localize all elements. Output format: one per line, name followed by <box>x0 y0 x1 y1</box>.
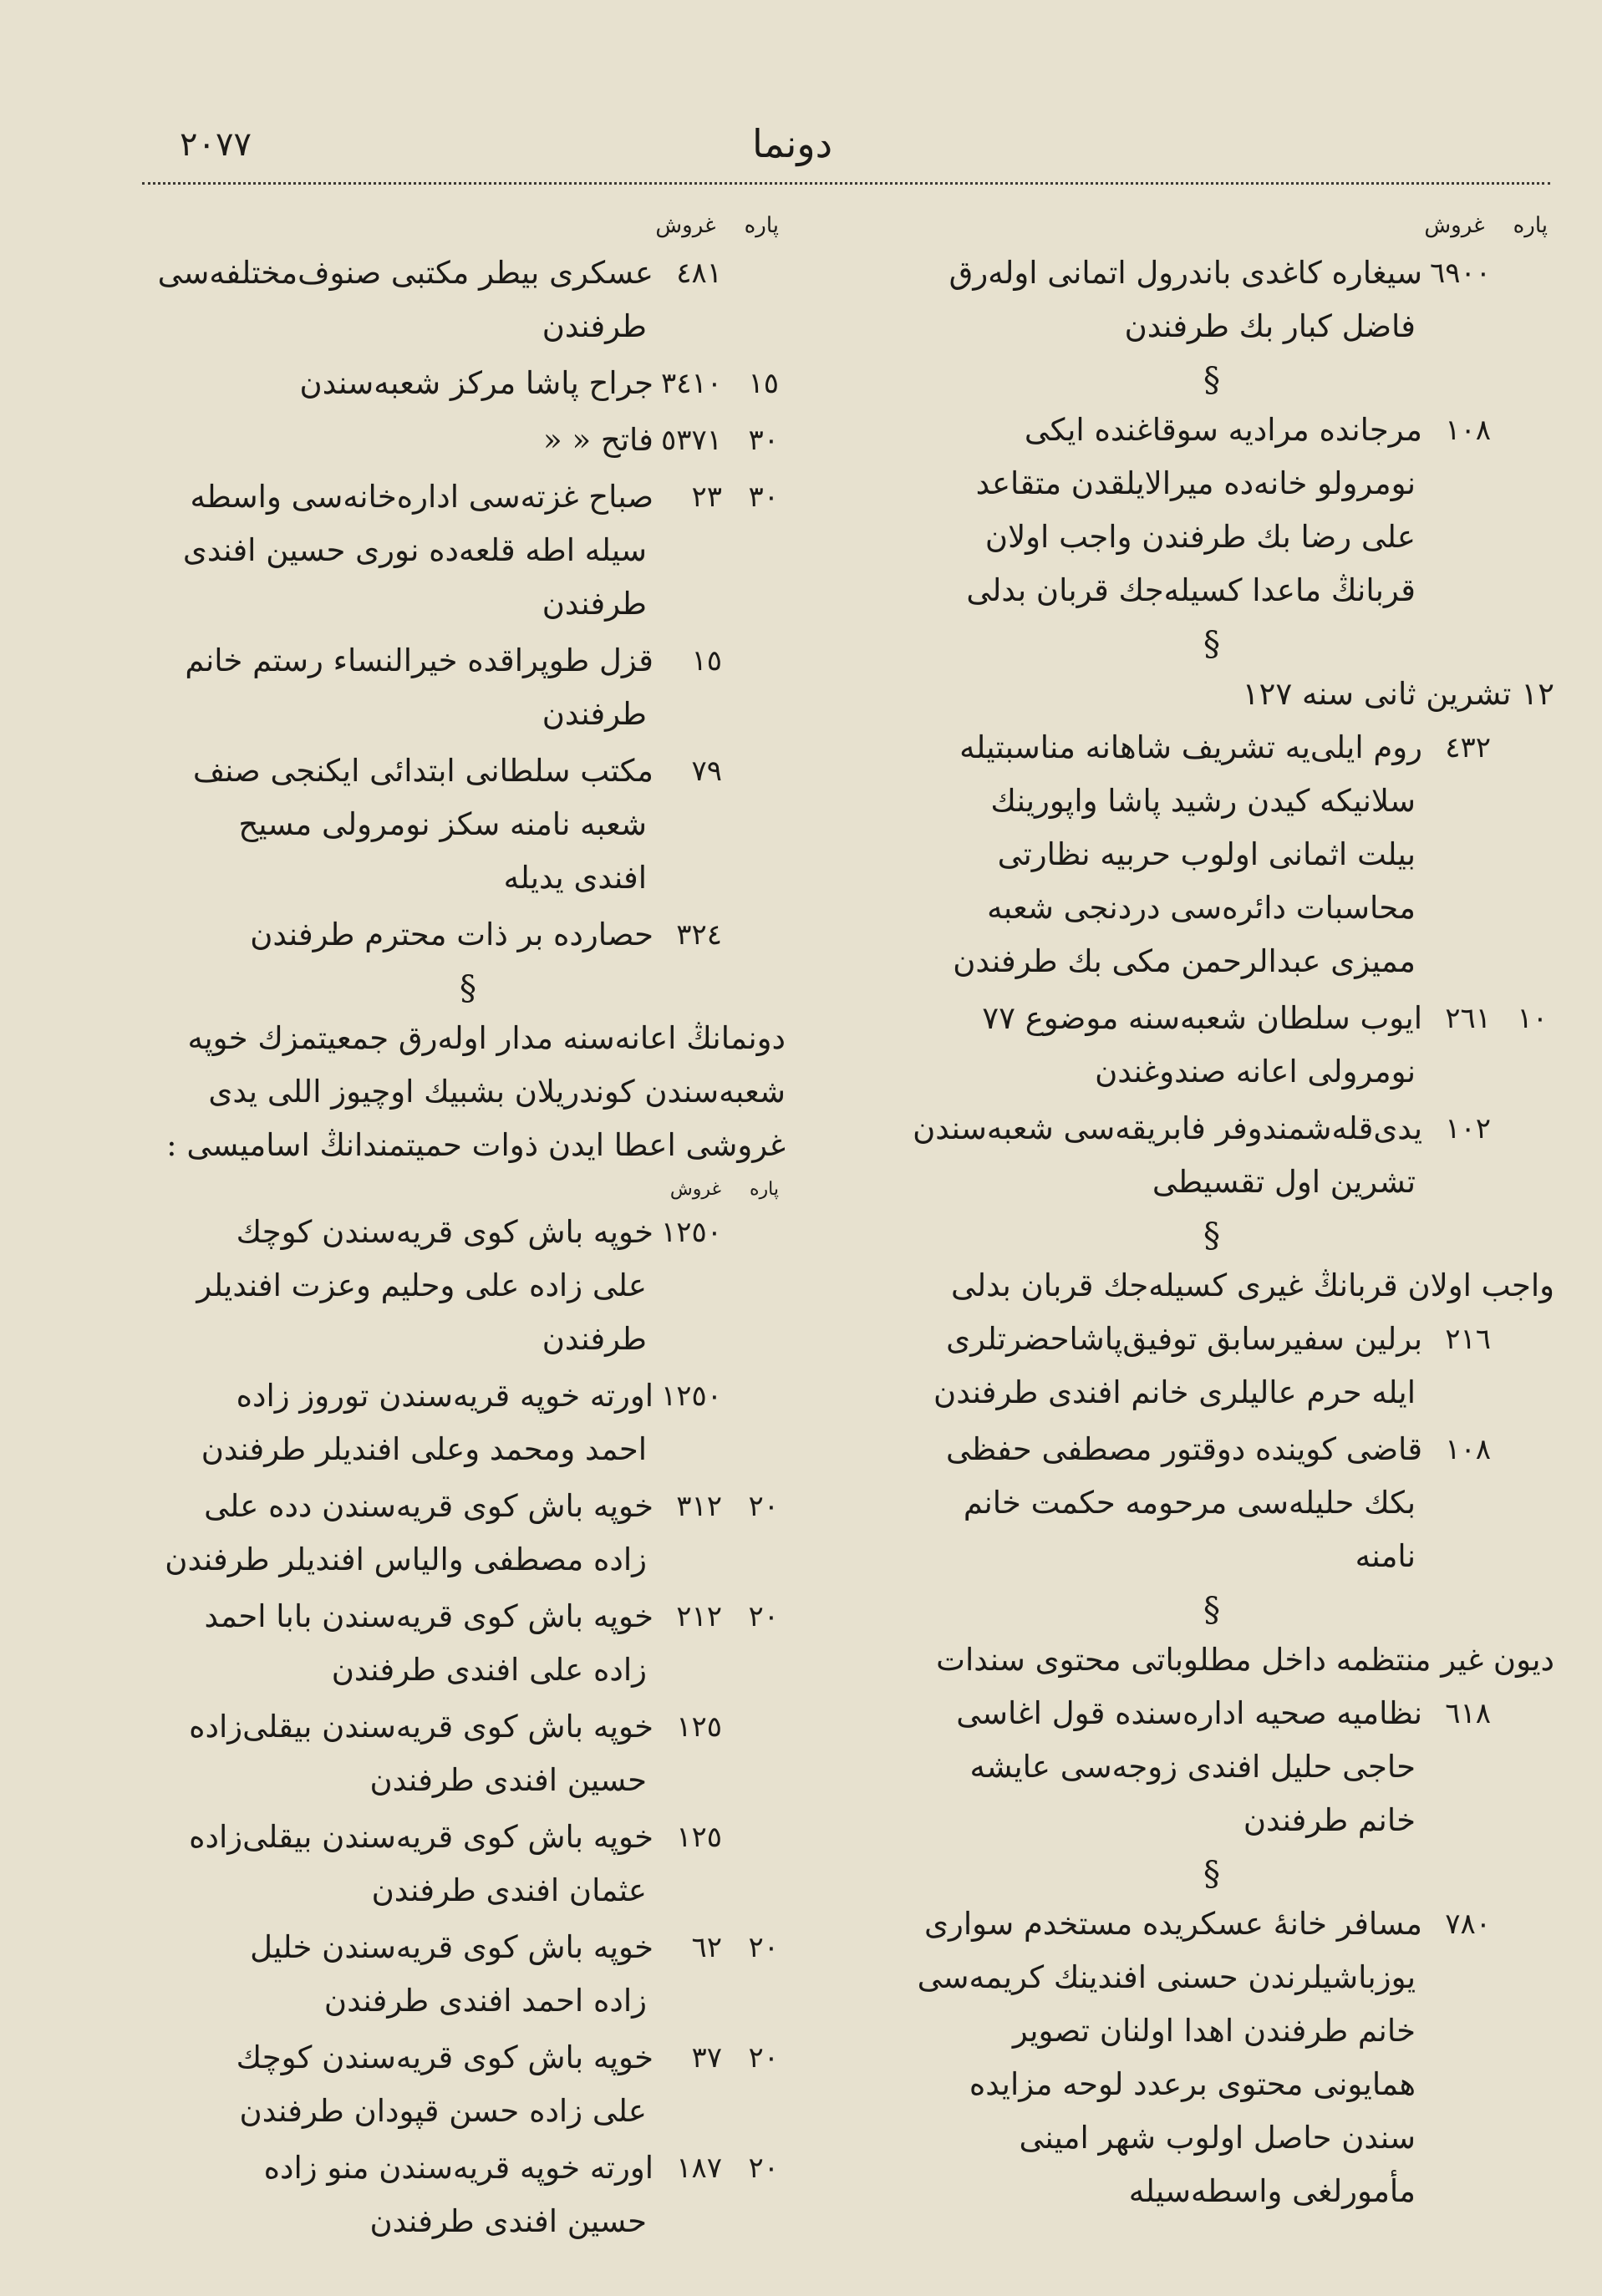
amount-kurus: ٣٧ <box>691 2041 722 2075</box>
entry-line: عثمان افندی طرفندن <box>371 1872 647 1908</box>
ledger-entry <box>150 1700 786 1807</box>
entry-line: مأمورلغی واسطه‌سیله <box>1128 2173 1416 2209</box>
entry-line: خوپه باش کوی قریه‌سندن بیقلی‌زاده <box>189 1819 654 1855</box>
amount-cell <box>1422 1423 1554 1583</box>
entry-text <box>150 414 654 467</box>
paragraph-line: غروشی اعطا ایدن ذوات حمیتمندانڭ اسامیسی : <box>166 1127 786 1163</box>
amount-para <box>742 1700 779 1807</box>
section-mark: § <box>1203 361 1220 399</box>
amount-kurus: ١٢٥ <box>676 1821 722 1854</box>
entry-line: مکتب سلطانی ابتدائی ایکنجی صنف <box>192 753 654 789</box>
amount-para: ٢٠ <box>748 2041 779 2075</box>
ledger-entry <box>150 246 786 353</box>
entry-line: طرفندن <box>542 586 647 622</box>
amount-cell <box>654 744 786 905</box>
section-heading: دیون غیر منتظمه داخل مطلوباتی محتوی سندات <box>936 1642 1554 1678</box>
amount-kurus: ٣١٢ <box>676 1490 722 1523</box>
entry-line: عسکری بیطر مکتبی صنوف‌مختلفه‌سی <box>157 255 654 291</box>
amount-cell <box>654 634 786 741</box>
amount-cell <box>1422 246 1554 353</box>
page-number: ٢٠٧٧ <box>180 125 252 164</box>
amount-cell <box>654 1921 786 2028</box>
entry-line: ممیزی عبدالرحمن مکی بك طرفندن <box>953 943 1416 979</box>
entry-line: حسین افندی طرفندن <box>369 2203 647 2239</box>
entry-line: شعبه نامنه سکز نومرولی مسیح <box>238 806 647 842</box>
entry-line: صباح غزته‌سی اداره‌خانه‌سی واسطه‌ <box>190 479 654 515</box>
entry-line: اورته خوپه قریه‌سندن منو زاده <box>263 2150 654 2186</box>
ledger-entry <box>150 1480 786 1587</box>
amount-para <box>1511 1687 1548 1847</box>
amount-cell <box>654 2141 786 2248</box>
amount-kurus: ١٢٥٠ <box>660 1216 722 1249</box>
header-para: پاره <box>744 213 779 238</box>
entry-line: خوپه باش کوی قریه‌سندن خلیل <box>250 1929 654 1965</box>
amount-cell <box>1422 721 1554 988</box>
amount-cell <box>654 1811 786 1918</box>
amount-para <box>742 908 779 962</box>
ledger-entry <box>150 1921 786 2028</box>
entry-line: محاسبات دائره‌سی دردنجی شعبه <box>987 890 1416 926</box>
amount-para <box>742 1369 779 1476</box>
amount-para: ١٠ <box>1517 1002 1548 1035</box>
amount-kurus: ٥٣٧١ <box>660 424 722 457</box>
amount-para <box>1511 1313 1548 1420</box>
entry-text <box>869 1897 1422 2218</box>
amount-kurus: ٤٣٢ <box>1445 731 1491 764</box>
ledger-entry <box>150 1369 786 1476</box>
section-mark: § <box>1203 625 1220 663</box>
entry-text <box>869 1102 1422 1209</box>
entry-line: همایونی محتوی برعدد لوحه مزایده‌ <box>969 2066 1416 2102</box>
entry-line: زاده مصطفی والیاس افندیلر طرفندن <box>165 1542 647 1577</box>
amount-para <box>1511 404 1548 617</box>
entry-line: قاضی کوینده دوقتور مصطفی حفظی <box>945 1431 1422 1467</box>
entry-line: نومرولو خانه‌ده میرالایلقدن متقاعد <box>975 465 1416 501</box>
entry-line: قزل طوپراقده خیرالنساء رستم خانم <box>185 643 654 678</box>
entry-line: حاجی حلیل افندی زوجه‌سی عایشه <box>969 1749 1416 1785</box>
amount-kurus: ٢١٢ <box>676 1600 722 1633</box>
amount-cell <box>654 1480 786 1587</box>
entry-line: سندن حاصل اولوب شهر امینی <box>1019 2120 1416 2156</box>
entry-text <box>869 404 1422 617</box>
entry-line: نامنه <box>1355 1538 1416 1574</box>
entry-text <box>150 1921 654 2028</box>
entry-line: اورته خوپه قریه‌سندن توروز زاده <box>236 1378 654 1414</box>
amount-kurus: ١٥ <box>691 644 722 678</box>
entry-line: سیغاره کاغدی باندرول اتمانی اوله‌رق <box>948 255 1422 291</box>
amount-kurus: ٢٣ <box>691 480 722 514</box>
amount-para: ٢٠ <box>748 1931 779 1964</box>
entry-line: احمد ومحمد وعلی افندیلر طرفندن <box>201 1431 647 1467</box>
entry-text <box>150 1811 654 1918</box>
amount-cell <box>654 246 786 353</box>
amount-para <box>1511 721 1548 988</box>
right-column <box>869 205 1554 2222</box>
amount-kurus: ٢٦١ <box>1445 1002 1491 1035</box>
amount-cell <box>654 2031 786 2138</box>
entry-text <box>150 357 654 410</box>
amount-kurus: ٧٨٠ <box>1445 1907 1491 1941</box>
entry-line: علی زاده حسن قپودان طرفندن <box>239 2093 647 2129</box>
left-entries <box>150 246 786 2248</box>
amount-para: ٣٠ <box>748 480 779 514</box>
entry-line: خوپه باش کوی قریه‌سندن کوچك <box>236 2039 654 2075</box>
entry-text <box>150 470 654 631</box>
ledger-entry <box>150 744 786 905</box>
amount-kurus: ٣٢٤ <box>676 918 722 952</box>
entry-line: حسین افندی طرفندن <box>369 1762 647 1798</box>
ledger-entry <box>869 721 1554 988</box>
entry-text <box>150 1206 654 1366</box>
entry-line: زاده علی افندی طرفندن <box>331 1652 647 1688</box>
entry-text <box>150 2031 654 2138</box>
amount-cell <box>1422 1102 1554 1209</box>
amount-cell <box>654 414 786 467</box>
ledger-entry <box>150 470 786 631</box>
amount-para <box>742 1811 779 1918</box>
amount-para <box>742 744 779 905</box>
header-kurus: غروش <box>655 213 716 238</box>
amount-cell <box>654 357 786 410</box>
entry-line: افندی یدیله <box>503 860 647 896</box>
amount-para <box>742 246 779 353</box>
header-para: پاره <box>750 1178 779 1200</box>
ledger-entry <box>150 634 786 741</box>
entry-line: فاضل کبار بك طرفندن <box>1124 308 1416 344</box>
amount-kurus: ٦٢ <box>691 1931 722 1964</box>
ledger-entry <box>150 2031 786 2138</box>
entry-text <box>869 1313 1422 1420</box>
amount-kurus: ١٢٥٠ <box>660 1379 722 1413</box>
entry-line: قربانڭ ماعدا کسیله‌جك قربان بدلی <box>966 572 1416 608</box>
entry-text <box>150 246 654 353</box>
amount-para: ٢٠ <box>748 1600 779 1633</box>
entry-line: ایوب سلطان شعبه‌سنه موضوع ٧٧ <box>982 1000 1422 1036</box>
amount-kurus: ٦٩٠٠ <box>1429 257 1491 290</box>
amount-kurus: ٢١٦ <box>1445 1323 1491 1356</box>
ledger-entry <box>150 414 786 467</box>
entry-line: خوپه باش کوی قریه‌سندن بابا احمد <box>204 1598 654 1634</box>
entry-text <box>150 1480 654 1587</box>
ledger-entry <box>150 357 786 410</box>
entry-line: سلانیکه کیدن رشید پاشا واپورینك <box>990 783 1416 819</box>
column-header <box>869 205 1554 246</box>
amount-kurus: ١٠٨ <box>1445 1433 1491 1466</box>
header-kurus: غروش <box>1424 213 1485 238</box>
amount-kurus: ٧٩ <box>691 754 722 788</box>
amount-cell <box>1422 1897 1554 2218</box>
section-heading: واجب اولان قربانڭ غیری کسیله‌جك قربان بدلی <box>951 1267 1554 1303</box>
paragraph-line: شعبه‌سندن کوندریلان بشبیك اوچیوز اللی یدی <box>208 1074 786 1110</box>
amount-para <box>742 1206 779 1366</box>
entry-line: خانم طرفندن اهدا اولنان تصویر <box>1012 2013 1416 2049</box>
ledger-entry <box>869 1102 1554 1209</box>
amount-cell <box>654 908 786 962</box>
amount-cell <box>654 1590 786 1697</box>
entry-line: بیلت اثمانی اولوب حربیه نظارتی <box>997 836 1416 872</box>
ledger-entry <box>150 2141 786 2248</box>
entry-text <box>150 2141 654 2248</box>
entry-line: سیله اطه قلعه‌ده نوری حسین افندی <box>182 532 647 568</box>
amount-para <box>1511 1423 1548 1583</box>
ledger-entry <box>869 992 1554 1099</box>
entry-line: روم ایلی‌یه تشریف شاهانه مناسبتیله <box>959 729 1422 765</box>
ledger-entry <box>869 404 1554 617</box>
amount-para: ٢٠ <box>748 1490 779 1523</box>
column-header <box>150 205 786 246</box>
amount-cell <box>654 1206 786 1366</box>
entry-text <box>869 992 1422 1099</box>
header-kurus: غروش <box>669 1178 722 1200</box>
entry-line: یدی‌قله‌شمندوفر فابریقه‌سی شعبه‌سندن <box>913 1110 1422 1146</box>
entry-line: مسافر خانهٔ عسکریده مستخدم سواری <box>924 1906 1422 1942</box>
entry-line: ایله حرم عالیلری خانم افندی طرفندن <box>933 1374 1416 1410</box>
entry-line: فاتح « « <box>543 422 654 458</box>
right-entries <box>869 246 1554 2218</box>
amount-cell <box>1422 1313 1554 1420</box>
entry-line: خانم طرفندن <box>1243 1802 1416 1838</box>
ledger-entry <box>150 1206 786 1366</box>
amount-para: ١٥ <box>748 367 779 400</box>
ledger-entry <box>150 1811 786 1918</box>
amount-cell <box>654 1700 786 1807</box>
amount-cell <box>1422 404 1554 617</box>
amount-kurus: ٦١٨ <box>1445 1697 1491 1730</box>
entry-line: حصارده بر ذات محترم طرفندن <box>250 917 654 952</box>
entry-line: مرجانده مرادیه سوقاغنده ایکی <box>1024 412 1422 448</box>
intro-paragraph <box>150 1012 786 1172</box>
entry-line: بکك حلیله‌سی مرحومه حکمت خانم <box>963 1485 1416 1521</box>
section-mark: § <box>460 969 476 1008</box>
entry-line: جراح پاشا مرکز شعبه‌سندن <box>299 365 654 401</box>
ledger-entry <box>869 1897 1554 2218</box>
ledger-entry <box>869 246 1554 353</box>
entry-line: نظامیه صحیه اداره‌سنده قول اغاسی <box>956 1695 1422 1731</box>
ledger-entry <box>150 1590 786 1697</box>
amount-kurus: ١٠٨ <box>1445 414 1491 447</box>
header-rule <box>142 182 1550 185</box>
amount-para: ٢٠ <box>748 2151 779 2185</box>
amount-para <box>1511 1102 1548 1209</box>
entry-text <box>150 908 654 962</box>
entry-text <box>869 1687 1422 1847</box>
entry-line: زاده احمد افندی طرفندن <box>323 1983 647 2019</box>
ledger-entry <box>150 908 786 962</box>
header-para: پاره <box>1513 213 1548 238</box>
entry-line: طرفندن <box>542 1321 647 1357</box>
amount-para <box>1511 1897 1548 2218</box>
entry-line: خوپه باش کوی قریه‌سندن دده علی <box>204 1488 654 1524</box>
section-mark: § <box>1203 1855 1220 1893</box>
entry-text <box>150 634 654 741</box>
ledger-entry <box>869 1687 1554 1847</box>
amount-cell <box>654 1369 786 1476</box>
amount-cell <box>1422 1687 1554 1847</box>
entry-line: طرفندن <box>542 696 647 732</box>
entry-text <box>150 1590 654 1697</box>
entry-text <box>869 246 1422 353</box>
ledger-entry <box>869 1423 1554 1583</box>
amount-cell <box>654 470 786 631</box>
amount-para <box>742 634 779 741</box>
section-mark: § <box>1203 1217 1220 1255</box>
amount-para <box>1511 246 1548 353</box>
left-column <box>150 205 786 2252</box>
entry-text <box>869 721 1422 988</box>
column-subheader <box>150 1172 786 1206</box>
amount-cell <box>1422 992 1554 1099</box>
entry-line: خوپه باش کوی قریه‌سندن بیقلی‌زاده <box>189 1709 654 1745</box>
amount-kurus: ١٠٢ <box>1445 1112 1491 1145</box>
entry-text <box>150 744 654 905</box>
amount-kurus: ١٨٧ <box>676 2151 722 2185</box>
paragraph-line: دونمانڭ اعانه‌سنه مدار اوله‌رق جمعیتمزك خوپه <box>187 1020 786 1056</box>
page-title: دونما <box>752 121 833 166</box>
amount-kurus: ٣٤١٠ <box>660 367 722 400</box>
entry-line: خوپه باش کوی قریه‌سندن کوچك <box>236 1214 654 1250</box>
entry-text <box>150 1369 654 1476</box>
entry-text <box>869 1423 1422 1583</box>
entry-text <box>150 1700 654 1807</box>
entry-line: تشرین اول تقسیطی <box>1152 1164 1416 1200</box>
entry-line: یوزباشیلرندن حسنی افندینك کریمه‌سی <box>917 1959 1416 1995</box>
entry-line: طرفندن <box>542 308 647 344</box>
amount-para: ٣٠ <box>748 424 779 457</box>
ledger-entry <box>869 1313 1554 1420</box>
section-mark: § <box>1203 1591 1220 1629</box>
section-heading: ١٢ تشرین ثانی سنه ١٢٧ <box>1242 676 1554 712</box>
amount-kurus: ١٢٥ <box>676 1710 722 1744</box>
amount-kurus: ٤٨١ <box>676 257 722 290</box>
entry-line: علی زاده علی وحلیم وعزت افندیلر <box>196 1267 647 1303</box>
entry-line: برلین سفیرسابق توفیق‌پاشاحضرتلری <box>946 1321 1422 1357</box>
entry-line: علی رضا بك طرفندن واجب اولان <box>984 519 1416 555</box>
entry-line: نومرولی اعانه صندوغندن <box>1095 1054 1416 1090</box>
